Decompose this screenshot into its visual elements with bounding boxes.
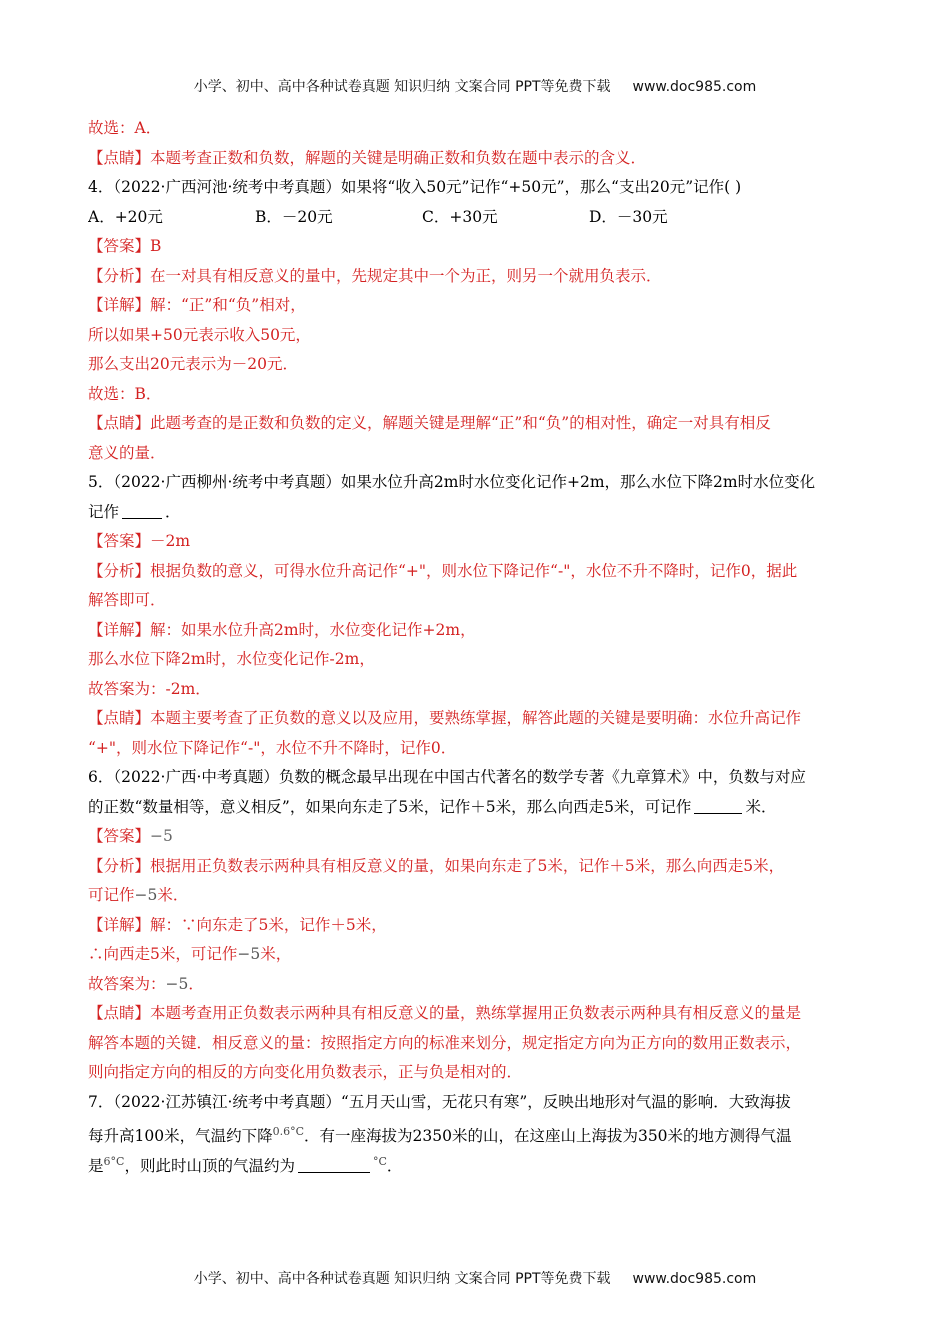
- header-site: www.doc985.com: [632, 79, 757, 95]
- q4-detail-2: 所以如果+50元表示收入50元，: [88, 325, 311, 344]
- q3-selection: 故选：A．: [88, 119, 162, 137]
- q6-detail-2b: 米，: [260, 945, 292, 963]
- q4-options: [88, 203, 863, 233]
- q7-question-3a: 是: [88, 1156, 104, 1175]
- q5-detail-1: 【详解】解：如果水位升高2m时，水位变化记作+2m，: [88, 620, 476, 639]
- q4-detail-1: 【详解】解：“正”和“负”相对，: [88, 296, 306, 314]
- q6-question-2a: 的正数“数量相等，意义相反”，如果向东走了5米，记作＋5米，那么向西走5米，可记作: [88, 797, 692, 816]
- q6-question-2: [88, 793, 863, 823]
- q6-detail-1: 【详解】解：∵向东走了5米，记作＋5米，: [88, 915, 387, 934]
- q4-dianjing-2: 意义的量．: [88, 443, 166, 462]
- q6-question-1: 6．（2022·广西·中考真题）负数的概念最早出现在中国古代著名的数学专著《九章算术》中，负数与对应: [88, 768, 806, 786]
- q7-question-2b: ．有一座海拔为2350米的山，在这座山上海拔为350米的地方测得气温: [304, 1127, 792, 1145]
- q3-dianjing: 【点睛】本题考查正数和负数，解题的关键是明确正数和负数在题中表示的含义．: [88, 148, 647, 167]
- page-header: [0, 76, 950, 96]
- q6-detail-2: [88, 940, 863, 970]
- q5-analysis-2: 解答即可．: [88, 591, 166, 609]
- q5-dianjing-1: 【点睛】本题主要考查了正负数的意义以及应用，要熟练掌握，解答此题的关键是要明确：水位升高记作: [88, 709, 802, 727]
- q7-question-1: 7．（2022·江苏镇江·统考中考真题）“五月天山雪，无花只有寒”，反映出地形对气温的影响．大致海拔: [88, 1092, 791, 1111]
- q6-answer-value: −5: [150, 827, 173, 845]
- q7-question-3b: ，则此时山顶的气温约为: [124, 1156, 295, 1175]
- q5-question-1: 5．（2022·广西柳州·统考中考真题）如果水位升高2m时水位变化记作+2m，那么水位下降2m时水位变化: [88, 473, 816, 491]
- q7-question-2v: 0.6°C: [272, 1125, 305, 1138]
- page-footer: [0, 1268, 950, 1288]
- q4-selection: 故选：B．: [88, 384, 162, 403]
- q6-analysis-2: [88, 881, 863, 911]
- q7-question-3u: °C: [372, 1154, 387, 1168]
- q6-analysis-2v: −5: [134, 886, 158, 904]
- q6-dianjing-2: 解答本题的关键．相反意义的量：按照指定方向的标准来划分，规定指定方向为正方向的数用正数表示，: [88, 1033, 802, 1052]
- q6-answer: [88, 822, 863, 852]
- q6-analysis-1: 【分析】根据用正负数表示两种具有相反意义的量，如果向东走了5米，记作＋5米，那么向西走5米，: [88, 856, 785, 875]
- q6-final-b: ．: [188, 974, 204, 993]
- q5-dianjing-2: “+"，则水位下降记作“-"，水位不升不降时，记作0．: [88, 738, 457, 757]
- q6-analysis-2a: 可记作: [88, 886, 135, 904]
- q4-option-c: C．+30元: [422, 207, 498, 226]
- q6-detail-2a: ∴向西走5米，可记作: [88, 945, 238, 963]
- q4-answer: 【答案】B: [88, 237, 162, 255]
- q5-answer: 【答案】－2m: [88, 532, 191, 550]
- footer-text: 小学、初中、高中各种试卷真题 知识归纳 文案合同 PPT等免费下载: [193, 1271, 611, 1287]
- q4-dianjing-1: 【点睛】此题考查的是正数和负数的定义，解题关键是理解“正”和“负”的相对性，确定一对具有相反: [88, 414, 771, 432]
- q4-analysis: 【分析】在一对具有相反意义的量中，先规定其中一个为正，则另一个就用负表示．: [88, 266, 662, 285]
- q6-final: [88, 970, 863, 1000]
- answer-blank: [298, 1156, 370, 1173]
- q7-question-3: [88, 1147, 863, 1177]
- q7-question-2a: 每升高100米，气温约下降: [88, 1127, 273, 1145]
- answer-blank: [122, 502, 162, 519]
- q6-final-a: 故答案为：: [88, 974, 166, 993]
- footer-site: www.doc985.com: [632, 1271, 757, 1287]
- q5-analysis-1: 【分析】根据负数的意义，可得水位升高记作“+"，则水位下降记作“-"，水位不升不降时，记作0，据此: [88, 561, 798, 580]
- q5-question-2-text: 记作: [88, 502, 120, 521]
- document-body: [88, 114, 863, 1176]
- q6-detail-2v: −5: [237, 945, 261, 963]
- q4-detail-3: 那么支出20元表示为－20元．: [88, 355, 298, 373]
- answer-blank: [694, 797, 742, 814]
- q4-question: 4．（2022·广西河池·统考中考真题）如果将“收入50元”记作“+50元”，那么“支出20元”记作( ): [88, 178, 742, 196]
- header-text: 小学、初中、高中各种试卷真题 知识归纳 文案合同 PPT等免费下载: [193, 79, 611, 95]
- q7-question-3c: ．: [386, 1156, 403, 1175]
- q5-question-2: 记作 ．: [88, 502, 181, 521]
- q5-final: 故答案为：-2m．: [88, 679, 211, 698]
- q6-question-2b: 米．: [745, 797, 777, 816]
- q7-question-3v: 6°C: [103, 1154, 125, 1168]
- q6-dianjing-1: 【点睛】本题考查用正负数表示两种具有相反意义的量，熟练掌握用正负数表示两种具有相反意义的量是: [88, 1004, 802, 1022]
- q6-answer-label: 【答案】: [88, 827, 151, 845]
- q5-detail-2: 那么水位下降2m时，水位变化记作-2m，: [88, 650, 375, 668]
- q7-question-2: [88, 1117, 863, 1147]
- q6-dianjing-3: 则向指定方向的相反的方向变化用负数表示，正与负是相对的．: [88, 1063, 523, 1081]
- q6-final-v: −5: [165, 974, 189, 993]
- q6-analysis-2b: 米．: [157, 886, 189, 904]
- q4-option-b: B．－20元: [255, 207, 333, 226]
- q4-option-a: A．+20元: [88, 207, 163, 226]
- q4-option-d: D．－30元: [589, 207, 668, 226]
